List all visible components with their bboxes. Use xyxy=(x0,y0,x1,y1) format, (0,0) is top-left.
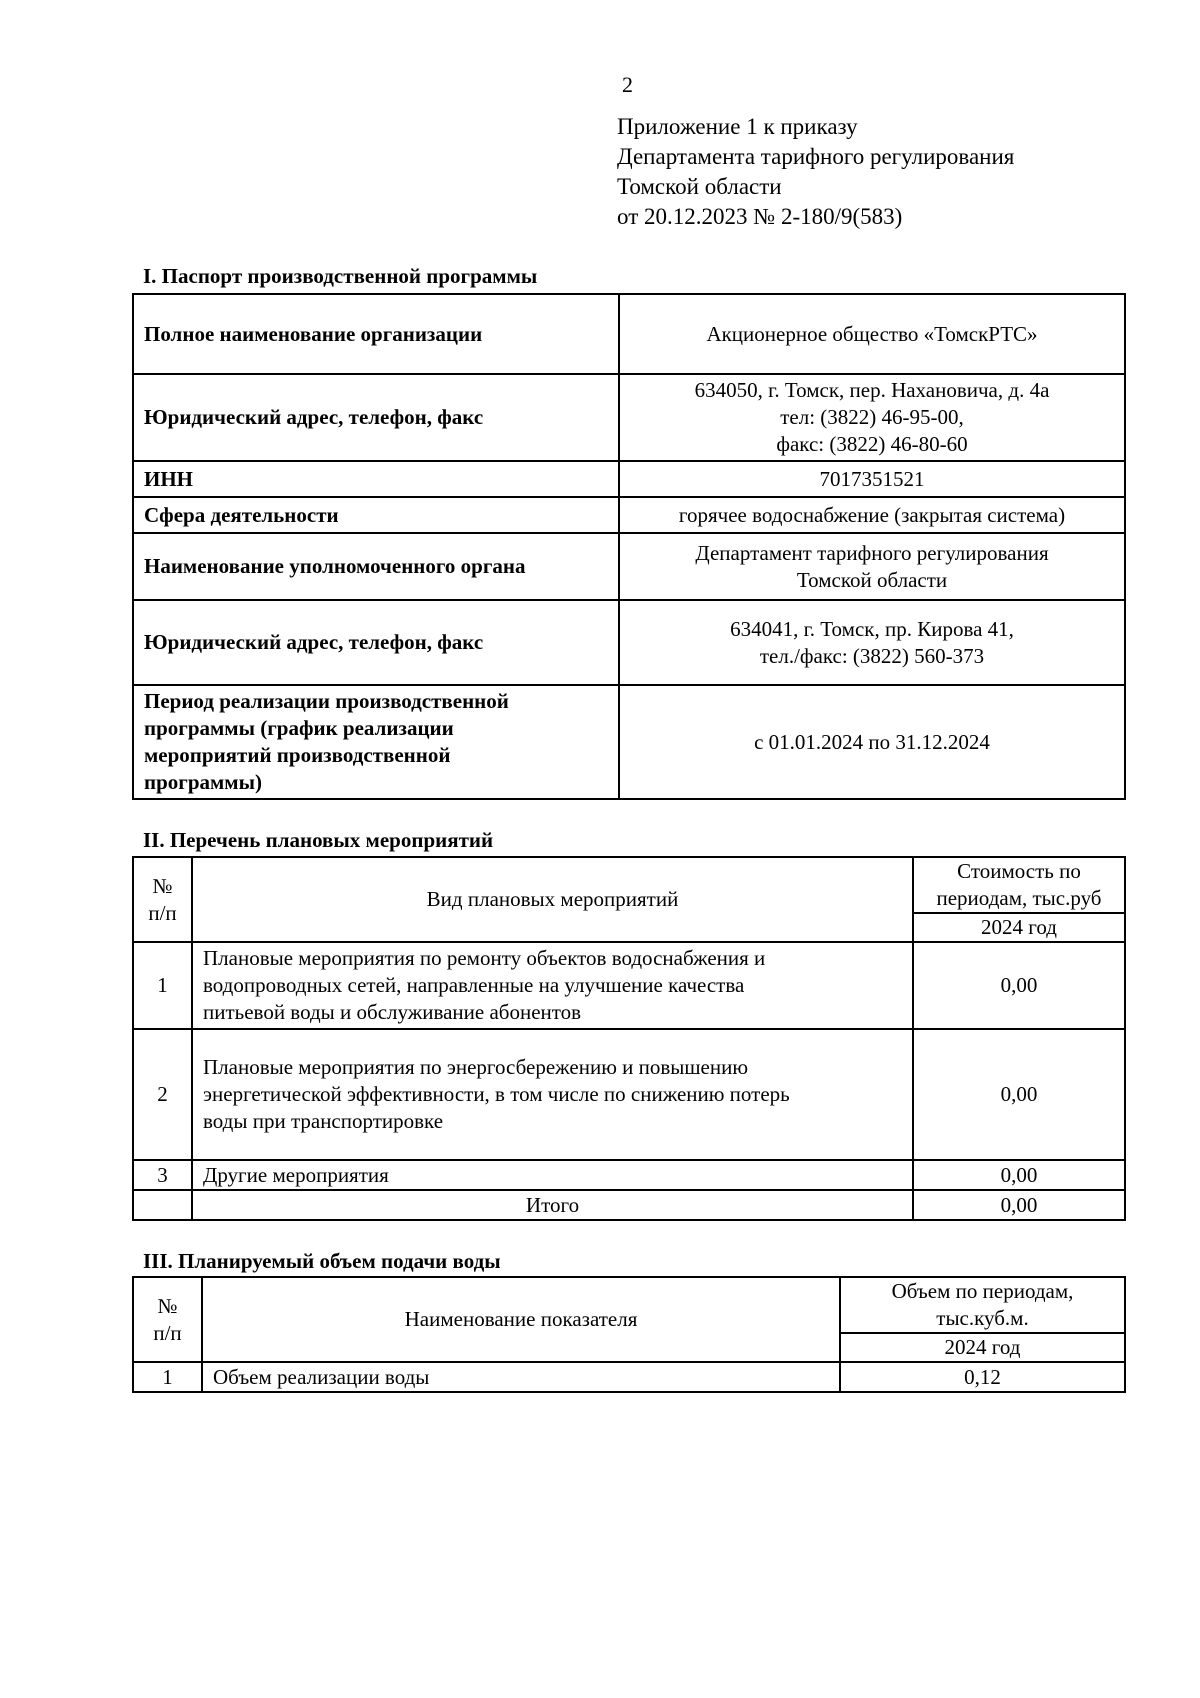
row-label: Сфера деятельности xyxy=(133,497,619,533)
cost-header xyxy=(913,857,1125,913)
row-text xyxy=(192,1029,913,1160)
section1-title: I. Паспорт производственной программы xyxy=(143,264,538,288)
page-number: 2 xyxy=(622,72,633,97)
row-num: 1 xyxy=(133,942,192,1029)
header-line: п/п xyxy=(153,1320,182,1345)
measures-table xyxy=(132,856,1126,1221)
header-line: Объем по периодам, xyxy=(891,1279,1074,1303)
row-value: 0,12 xyxy=(840,1362,1125,1392)
row-value xyxy=(619,533,1125,600)
table-row xyxy=(133,1029,1125,1160)
year-header: 2024 год xyxy=(913,913,1125,942)
row-text: Другие мероприятия xyxy=(192,1160,913,1190)
header-line: тыс.куб.м. xyxy=(936,1306,1029,1330)
value-line: 634041, г. Томск, пр. Кирова 41, xyxy=(730,616,1014,641)
total-label: Итого xyxy=(192,1190,913,1220)
row-text xyxy=(192,942,913,1029)
text-line: воды при транспортировке xyxy=(203,1109,444,1133)
header-line: Стоимость по xyxy=(957,859,1081,883)
table-row xyxy=(133,600,1125,685)
section2-title: II. Перечень плановых мероприятий xyxy=(143,828,494,852)
row-label: Полное наименование организации xyxy=(133,294,619,374)
num-header xyxy=(133,857,192,942)
row-value: Акционерное общество «ТомскРТС» xyxy=(619,294,1125,374)
passport-table xyxy=(132,293,1126,800)
table-header-row xyxy=(133,857,1125,913)
label-line: Период реализации производственной xyxy=(144,689,509,713)
value-line: факс: (3822) 46-80-60 xyxy=(776,432,968,456)
label-line: программы) xyxy=(144,770,262,794)
table-row xyxy=(133,685,1125,799)
text-line: водопроводных сетей, направленные на улучшение качества xyxy=(203,973,745,997)
value-line: Департамент тарифного регулирования xyxy=(695,540,1049,565)
row-value xyxy=(619,600,1125,685)
row-value: горячее водоснабжение (закрытая система) xyxy=(619,497,1125,533)
year-header: 2024 год xyxy=(840,1333,1125,1362)
text-line: Плановые мероприятия по энергосбережению и повышению xyxy=(203,1055,749,1079)
total-value: 0,00 xyxy=(913,1190,1125,1220)
appendix-header xyxy=(617,112,1014,232)
text-line: Плановые мероприятия по ремонту объектов водоснабжения и xyxy=(203,946,766,970)
row-label: Наименование уполномоченного органа xyxy=(133,533,619,600)
row-label: Юридический адрес, телефон, факс xyxy=(133,600,619,685)
row-num: 2 xyxy=(133,1029,192,1160)
table-row xyxy=(133,533,1125,600)
total-row xyxy=(133,1190,1125,1220)
row-num: 3 xyxy=(133,1160,192,1190)
row-label: ИНН xyxy=(133,461,619,497)
table-row xyxy=(133,497,1125,533)
appendix-line: Приложение 1 к приказу xyxy=(617,114,858,139)
row-num: 1 xyxy=(133,1362,202,1392)
row-value xyxy=(619,374,1125,461)
water-volume-table xyxy=(132,1276,1126,1393)
table-row xyxy=(133,942,1125,1029)
table-row xyxy=(133,294,1125,374)
row-value: 7017351521 xyxy=(619,461,1125,497)
volume-header xyxy=(840,1277,1125,1333)
table-row xyxy=(133,1160,1125,1190)
row-value: 0,00 xyxy=(913,1160,1125,1190)
type-header: Вид плановых мероприятий xyxy=(192,857,913,942)
header-line: периодам, тыс.руб xyxy=(936,886,1102,910)
label-line: мероприятий производственной xyxy=(144,743,451,767)
row-name: Объем реализации воды xyxy=(202,1362,840,1392)
label-line: программы (график реализации xyxy=(144,716,454,740)
table-row xyxy=(133,374,1125,461)
text-line: энергетической эффективности, в том числе по снижению потерь xyxy=(203,1082,790,1106)
value-line: тел./факс: (3822) 560-373 xyxy=(759,643,985,668)
header-line: № xyxy=(157,1293,178,1318)
row-value: с 01.01.2024 по 31.12.2024 xyxy=(619,685,1125,799)
row-value: 0,00 xyxy=(913,1029,1125,1160)
row-label xyxy=(133,685,619,799)
appendix-line: Департамента тарифного регулирования xyxy=(617,144,1015,169)
section3-title: III. Планируемый объем подачи воды xyxy=(143,1249,501,1273)
value-line: 634050, г. Томск, пер. Нахановича, д. 4а xyxy=(694,378,1050,402)
table-row xyxy=(133,1362,1125,1392)
row-label: Юридический адрес, телефон, факс xyxy=(133,374,619,461)
table-header-row xyxy=(133,1277,1125,1333)
header-line: п/п xyxy=(148,900,177,925)
appendix-line: Томской области xyxy=(617,174,782,199)
text-line: питьевой воды и обслуживание абонентов xyxy=(203,1000,582,1024)
row-value: 0,00 xyxy=(913,942,1125,1029)
num-header xyxy=(133,1277,202,1362)
name-header: Наименование показателя xyxy=(202,1277,840,1362)
appendix-line: от 20.12.2023 № 2-180/9(583) xyxy=(617,204,903,229)
table-row xyxy=(133,461,1125,497)
empty-cell xyxy=(133,1190,192,1220)
value-line: тел: (3822) 46-95-00, xyxy=(780,405,964,429)
value-line: Томской области xyxy=(796,567,948,592)
header-line: № xyxy=(152,873,173,898)
